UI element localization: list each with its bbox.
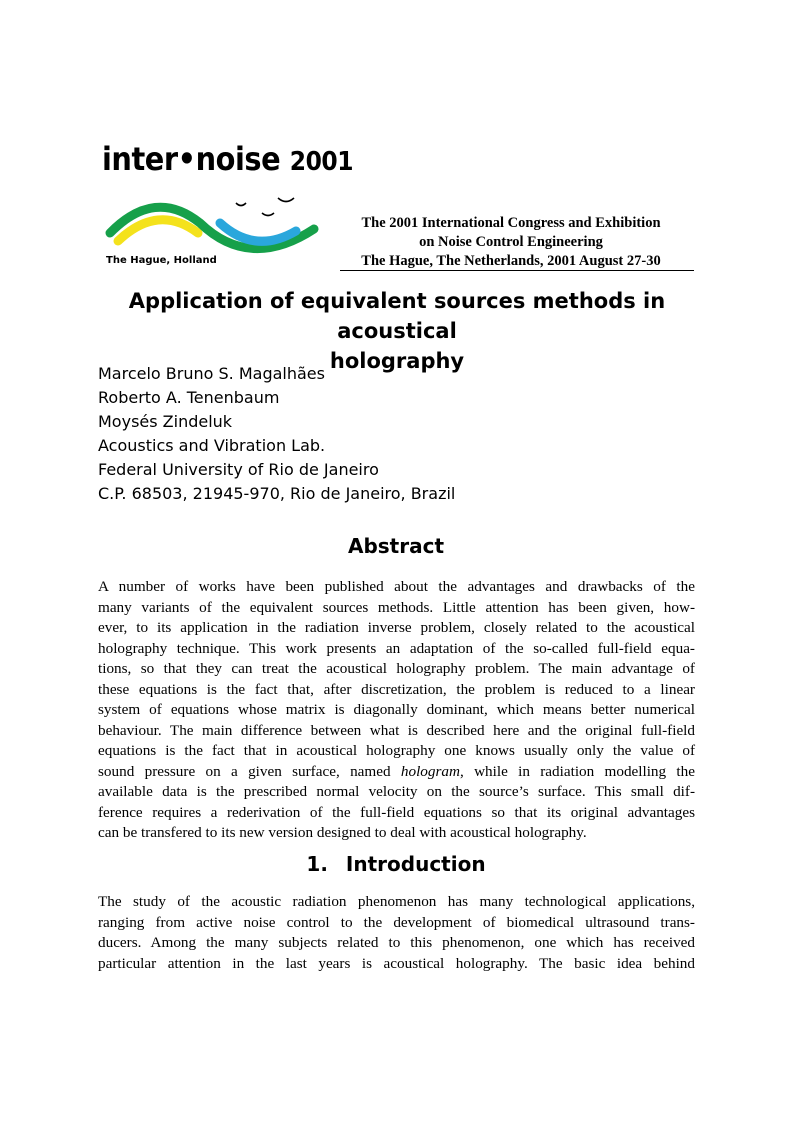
abstract-line: can be transfered to its new version designed to deal with acoustical holography. — [98, 824, 587, 841]
logo-smile-1 — [236, 203, 246, 206]
intro-line: ducers. Among the many subjects related to this phenomenon, one which has received — [98, 934, 695, 951]
author-line: Marcelo Bruno S. Magalhães — [98, 364, 325, 383]
abstract-body — [98, 577, 695, 844]
abstract-line: behaviour. The main difference between what is described here and the original full-field — [98, 721, 695, 739]
abstract-line: many variants of the equivalent sources methods. Little attention has been given, how- — [98, 598, 695, 616]
author-block — [98, 362, 455, 506]
hologram-term: hologram — [400, 762, 460, 780]
logo-yellow-wave — [118, 220, 198, 241]
abstract-line-with-italic — [98, 762, 695, 783]
abstract-line: available data is the prescribed normal velocity on the source’s surface. This small dif- — [98, 783, 695, 800]
abstract-line: equations is the fact that in acoustical holography one knows usually only the value of — [98, 742, 695, 759]
affiliation-line: Acoustics and Vibration Lab. — [98, 436, 326, 455]
logo-smile-2 — [262, 213, 274, 216]
title-line-2: holography — [329, 349, 465, 373]
intro-line: ranging from active noise control to the development of biomedical ultrasound trans- — [98, 913, 695, 931]
logo-text: inter•noise — [102, 140, 281, 178]
internoise-logo — [100, 140, 354, 273]
section-number: 1. — [306, 852, 328, 876]
logo-smile-3 — [278, 198, 294, 202]
logo-location: The Hague, Holland — [106, 255, 217, 266]
conference-info — [340, 214, 682, 271]
logo-blue-wave — [220, 223, 296, 241]
abstract-line: system of equations whose matrix is diagonally dominant, which means better numerical — [98, 701, 695, 718]
abstract-heading: Abstract — [347, 534, 445, 558]
intro-line: particular attention in the last years is acoustical holography. The basic idea behind — [98, 954, 695, 972]
abstract-line-10-head: sound pressure on a given surface, named — [98, 762, 401, 780]
logo-wordmark — [102, 140, 354, 178]
address-line: C.P. 68503, 21945-970, Rio de Janeiro, Brazil — [98, 484, 456, 503]
abstract-line-10-tail: , while in radiation modelling the — [459, 762, 695, 780]
intro-line: The study of the acoustic radiation phenomenon has many technological applications, — [98, 893, 695, 910]
abstract-line: A number of works have been published about the advantages and drawbacks of the — [98, 578, 695, 595]
logo-year: 2001 — [289, 147, 354, 177]
conference-line-1: The 2001 International Congress and Exhibition — [361, 215, 661, 231]
header-rule — [340, 270, 694, 271]
abstract-line: these equations is the fact that, after discretization, the problem is reduced to a linear — [98, 680, 695, 698]
author-line: Roberto A. Tenenbaum — [98, 388, 280, 407]
title-line-1: Application of equivalent sources methods in acoustical — [128, 289, 666, 343]
section-title: Introduction — [345, 852, 486, 876]
abstract-line: holography technique. This work presents an adaptation of the so-called full-field equa- — [98, 639, 695, 657]
introduction-body — [98, 892, 695, 974]
abstract-line: ference requires a rederivation of the full-field equations so that its original advantages — [98, 803, 695, 821]
author-line: Moysés Zindeluk — [98, 412, 233, 431]
affiliation-line: Federal University of Rio de Janeiro — [98, 460, 379, 479]
abstract-line: tions, so that they can treat the acoustical holography problem. The main advantage of — [98, 660, 695, 677]
introduction-heading — [96, 852, 696, 876]
conference-line-2: on Noise Control Engineering — [419, 234, 603, 250]
logo-waves-graphic — [100, 193, 340, 263]
conference-line-3: The Hague, The Netherlands, 2001 August 27-30 — [361, 253, 661, 269]
abstract-line: ever, to its application in the radiation inverse problem, closely related to the acoustical — [98, 619, 695, 636]
